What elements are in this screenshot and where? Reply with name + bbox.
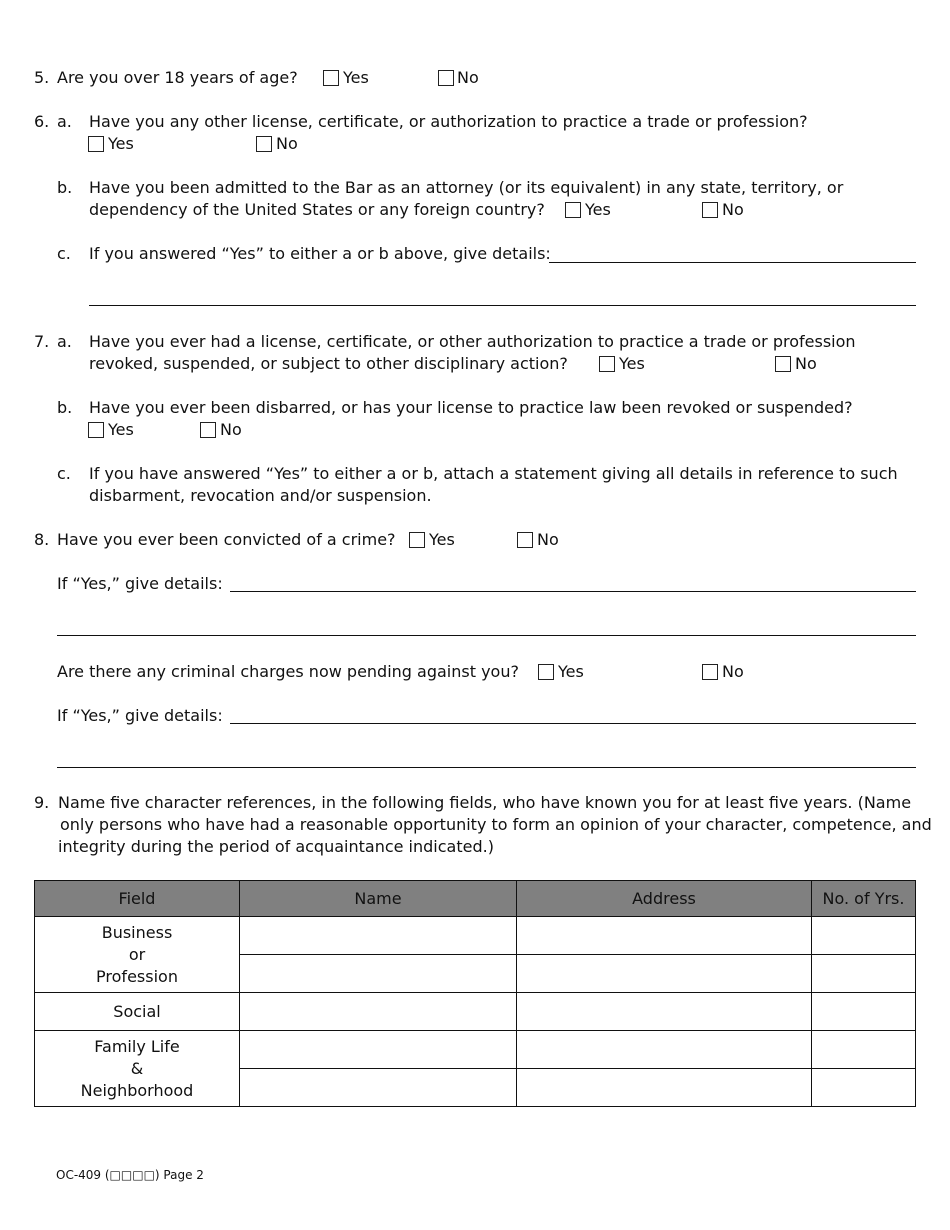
q8-pending-yes-label: Yes: [558, 662, 584, 681]
header-field: Field: [35, 881, 240, 917]
q7c-text-line2: disbarment, revocation and/or suspension.: [89, 486, 432, 505]
q6b-yes-checkbox[interactable]: [565, 202, 581, 218]
field-family-line2: &: [130, 1058, 144, 1078]
field-business-line2: or: [128, 944, 146, 964]
table-row: [35, 917, 916, 955]
social-years-cell[interactable]: [812, 993, 916, 1031]
q6a-yes-checkbox[interactable]: [88, 136, 104, 152]
q8-pending-details-label: If “Yes,” give details:: [57, 706, 223, 725]
business-address-cell-1[interactable]: [517, 917, 812, 955]
field-business: [35, 917, 240, 993]
q8-pending-no-label: No: [722, 662, 744, 681]
q7b-yes-label: Yes: [108, 420, 134, 439]
field-family-line3: Neighborhood: [80, 1080, 194, 1100]
q5-no-label: No: [457, 68, 479, 87]
q6a-yes-label: Yes: [108, 134, 134, 153]
q7c-letter: c.: [57, 464, 71, 483]
q5-text: Are you over 18 years of age?: [57, 68, 298, 87]
q8-no-checkbox[interactable]: [517, 532, 533, 548]
q9-number: 9.: [34, 793, 50, 812]
q6-number: 6.: [34, 112, 50, 131]
header-address: Address: [517, 881, 812, 917]
q6b-text-line1: Have you been admitted to the Bar as an attorney (or its equivalent) in any state, territory, or: [89, 178, 844, 197]
family-address-cell-2[interactable]: [517, 1069, 812, 1107]
q5-number: 5.: [34, 68, 50, 87]
q7a-yes-checkbox[interactable]: [599, 356, 615, 372]
q9-text-line2: only persons who have had a reasonable opportunity to form an opinion of your character, competence, and: [60, 815, 932, 834]
business-address-cell-2[interactable]: [517, 955, 812, 993]
q9-text-line3: integrity during the period of acquaintance indicated.): [58, 837, 494, 856]
table-row: [35, 993, 916, 1031]
field-business-line1: Business: [101, 922, 173, 942]
page-footer: OC-409 (□□□□) Page 2: [56, 1168, 204, 1182]
q8-yes-label: Yes: [429, 530, 455, 549]
q7a-text-line2: revoked, suspended, or subject to other disciplinary action?: [89, 354, 568, 373]
social-name-cell[interactable]: [240, 993, 517, 1031]
q5-no-checkbox[interactable]: [438, 70, 454, 86]
business-years-cell-1[interactable]: [812, 917, 916, 955]
field-family-line1: Family Life: [94, 1036, 180, 1056]
family-address-cell-1[interactable]: [517, 1031, 812, 1069]
family-years-cell-2[interactable]: [812, 1069, 916, 1107]
q5-yes-label: Yes: [343, 68, 369, 87]
q7b-yes-checkbox[interactable]: [88, 422, 104, 438]
q6a-text: Have you any other license, certificate, or authorization to practice a trade or profession?: [89, 112, 808, 131]
q9-text-line1: Name five character references, in the following fields, who have known you for at least five years. (Name: [58, 793, 912, 812]
q7a-yes-label: Yes: [619, 354, 645, 373]
references-table: [34, 880, 916, 1107]
q7b-no-label: No: [220, 420, 242, 439]
q7a-letter: a.: [57, 332, 72, 351]
q6c-text: If you answered “Yes” to either a or b above, give details:: [89, 244, 551, 263]
field-business-line3: Profession: [96, 966, 178, 986]
q7-number: 7.: [34, 332, 50, 351]
q8-pending-details-line-2[interactable]: [57, 767, 916, 768]
header-name: Name: [240, 881, 517, 917]
q6a-no-checkbox[interactable]: [256, 136, 272, 152]
q5-yes-checkbox[interactable]: [323, 70, 339, 86]
field-family: [35, 1031, 240, 1107]
q6b-text-line2: dependency of the United States or any foreign country?: [89, 200, 545, 219]
q8-yes-checkbox[interactable]: [409, 532, 425, 548]
q8-pending-yes-checkbox[interactable]: [538, 664, 554, 680]
q7b-text: Have you ever been disbarred, or has your license to practice law been revoked or suspended?: [89, 398, 853, 417]
business-name-cell-2[interactable]: [240, 955, 517, 993]
q8-pending-text: Are there any criminal charges now pending against you?: [57, 662, 519, 681]
social-address-cell[interactable]: [517, 993, 812, 1031]
business-name-cell-1[interactable]: [240, 917, 517, 955]
q8-details-line-1[interactable]: [230, 591, 916, 592]
q8-pending-no-checkbox[interactable]: [702, 664, 718, 680]
q8-no-label: No: [537, 530, 559, 549]
table-row: [35, 1031, 916, 1069]
field-social: Social: [35, 993, 240, 1031]
family-name-cell-2[interactable]: [240, 1069, 517, 1107]
family-name-cell-1[interactable]: [240, 1031, 517, 1069]
q6b-yes-label: Yes: [585, 200, 611, 219]
family-years-cell-1[interactable]: [812, 1031, 916, 1069]
q7a-text-line1: Have you ever had a license, certificate, or other authorization to practice a trade or profession: [89, 332, 856, 351]
q8-pending-details-line-1[interactable]: [230, 723, 916, 724]
q6a-no-label: No: [276, 134, 298, 153]
q7a-no-label: No: [795, 354, 817, 373]
q6c-letter: c.: [57, 244, 71, 263]
q6b-letter: b.: [57, 178, 73, 197]
q6c-answer-line-2[interactable]: [89, 305, 916, 306]
q6b-no-checkbox[interactable]: [702, 202, 718, 218]
q6b-no-label: No: [722, 200, 744, 219]
q6a-letter: a.: [57, 112, 72, 131]
q7a-no-checkbox[interactable]: [775, 356, 791, 372]
q7c-text-line1: If you have answered “Yes” to either a or b, attach a statement giving all details in reference to such: [89, 464, 898, 483]
table-header-row: [35, 881, 916, 917]
business-years-cell-2[interactable]: [812, 955, 916, 993]
q7b-letter: b.: [57, 398, 73, 417]
q7b-no-checkbox[interactable]: [200, 422, 216, 438]
q8-details-label: If “Yes,” give details:: [57, 574, 223, 593]
q8-number: 8.: [34, 530, 50, 549]
header-years: No. of Yrs.: [812, 881, 916, 917]
q6c-answer-line-1[interactable]: [549, 262, 916, 263]
q8-text: Have you ever been convicted of a crime?: [57, 530, 396, 549]
q8-details-line-2[interactable]: [57, 635, 916, 636]
